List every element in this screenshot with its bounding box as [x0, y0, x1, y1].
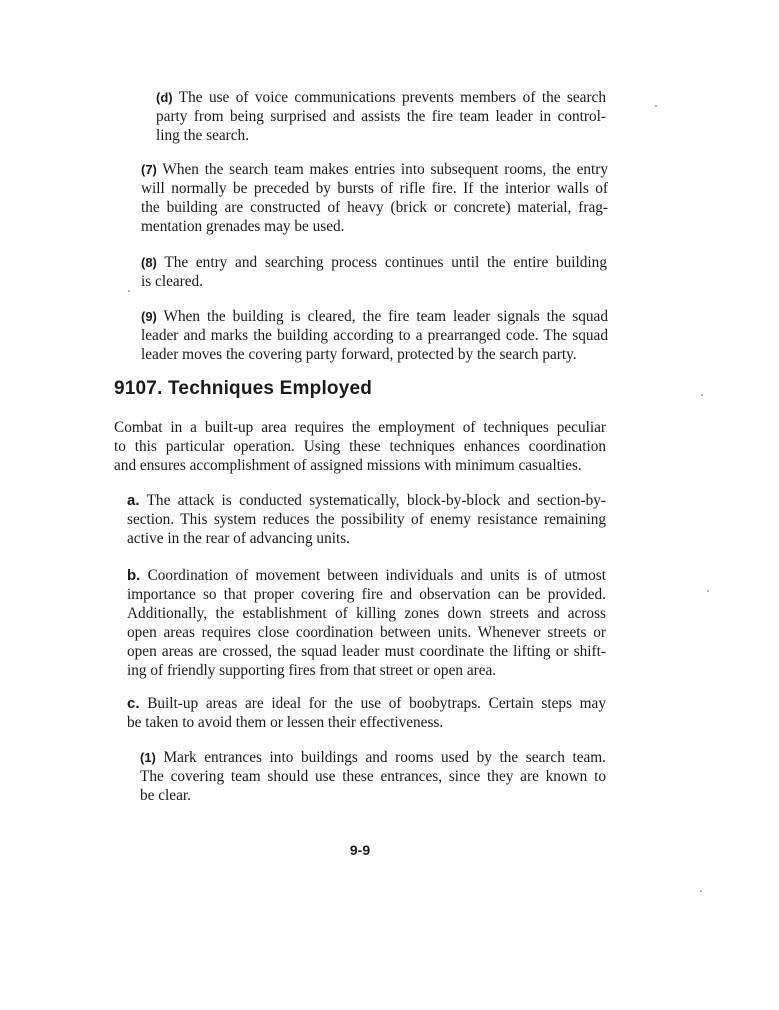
- paragraph-1: [140, 748, 606, 805]
- paragraph-line: to this particular operation. Using these techniques enhances coordination: [114, 438, 606, 455]
- paragraph-line: The covering team should use these entrances, since they are known to: [140, 768, 606, 785]
- paragraph-marker: (8): [141, 255, 157, 270]
- scan-speck: [700, 890, 702, 892]
- scan-speck: [128, 290, 130, 292]
- paragraph-7: [141, 160, 608, 236]
- scan-speck: [707, 590, 709, 592]
- paragraph-line: and ensures accomplishment of assigned missions with minimum casualties.: [114, 457, 582, 474]
- paragraph-intro: [114, 418, 606, 475]
- paragraph-line: Additionally, the establishment of killing zones down streets and across: [127, 605, 606, 622]
- paragraph-line: the building are constructed of heavy (brick or concrete) material, frag-: [141, 199, 608, 216]
- paragraph-marker: b.: [127, 567, 141, 584]
- paragraph-line: party from being surprised and assists the fire team leader in control-: [156, 108, 606, 125]
- paragraph-line: be taken to avoid them or lessen their effectiveness.: [127, 714, 444, 731]
- paragraph-line: (9) When the building is cleared, the fire team leader signals the squad: [141, 308, 608, 325]
- paragraph-line: a. The attack is conducted systematically, block-by-block and section-by-: [127, 492, 606, 509]
- paragraph-line: Combat in a built-up area requires the employment of techniques peculiar: [114, 419, 606, 436]
- paragraph-marker: (7): [141, 162, 157, 177]
- paragraph-line: leader moves the covering party forward, protected by the search party.: [141, 346, 577, 363]
- paragraph-line: (1) Mark entrances into buildings and rooms used by the search team.: [140, 749, 606, 766]
- scan-speck: [655, 105, 657, 107]
- paragraph-line: be clear.: [140, 787, 191, 804]
- paragraph-line: ling the search.: [156, 127, 250, 144]
- paragraph-line: is cleared.: [141, 273, 204, 290]
- paragraph-line: open areas requires close coordination between units. Whenever streets or: [127, 624, 606, 641]
- paragraph-8: [141, 253, 607, 291]
- section-heading: 9107. Techniques Employed: [114, 378, 373, 399]
- paragraph-line: active in the rear of advancing units.: [127, 530, 350, 547]
- paragraph-b: [127, 566, 606, 680]
- paragraph-line: open areas are crossed, the squad leader must coordinate the lifting or shift-: [127, 643, 606, 660]
- paragraph-line: (8) The entry and searching process continues until the entire building: [141, 254, 607, 271]
- paragraph-line: section. This system reduces the possibility of enemy resistance remaining: [127, 511, 606, 528]
- paragraph-line: b. Coordination of movement between individuals and units is of utmost: [127, 567, 606, 584]
- paragraph-line: (d) The use of voice communications prevents members of the search: [156, 89, 606, 106]
- page-number: 9-9: [349, 842, 371, 858]
- paragraph-marker: a.: [127, 492, 140, 509]
- paragraph-9: [141, 307, 608, 364]
- paragraph-line: ing of friendly supporting fires from that street or open area.: [127, 662, 497, 679]
- paragraph-marker: (d): [156, 90, 173, 105]
- paragraph-c: [127, 694, 606, 732]
- paragraph-line: (7) When the search team makes entries into subsequent rooms, the entry: [141, 161, 608, 178]
- paragraph-line: will normally be preceded by bursts of rifle fire. If the interior walls of: [141, 180, 608, 197]
- paragraph-marker: (1): [140, 750, 156, 765]
- paragraph-d: [156, 88, 606, 145]
- paragraph-marker: c.: [127, 695, 140, 712]
- paragraph-line: c. Built-up areas are ideal for the use of boobytraps. Certain steps may: [127, 695, 606, 712]
- paragraph-line: mentation grenades may be used.: [141, 218, 345, 235]
- scan-speck: [701, 394, 703, 396]
- paragraph-marker: (9): [141, 309, 157, 324]
- paragraph-line: importance so that proper covering fire and observation can be provided.: [127, 586, 606, 603]
- paragraph-a: [127, 491, 606, 548]
- paragraph-line: leader and marks the building according to a prearranged code. The squad: [141, 327, 608, 344]
